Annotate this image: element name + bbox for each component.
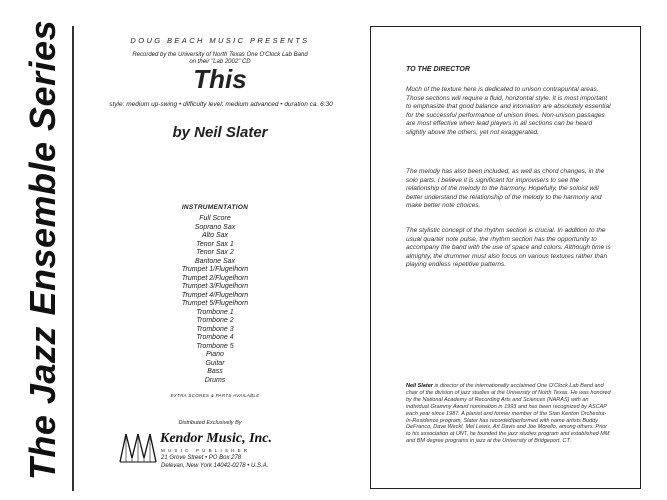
director-paragraph-2: The melody has also been included, as well as chord changes, in the solo parts. I believe it is significant for improvisers to see the relationship of the melody to the harmony. Hopefully, the soloist will better understand the relationship of the melody to the harmony and make better note choices. <box>406 168 605 210</box>
instrument-item: Guitar <box>205 359 225 367</box>
kendor-logo-icon <box>118 428 158 468</box>
instrument-item: Baritone Sax <box>194 257 236 265</box>
instrument-item: Tenor Sax 1 <box>196 240 234 248</box>
instrument-item: Full Score <box>199 215 231 222</box>
recording-credit-line1: Recorded by the University of North Texas One O'Clock Lab Band <box>132 52 308 58</box>
instrument-item: Alto Sax <box>201 232 229 239</box>
instrument-item: Trombone 1 <box>196 308 234 316</box>
series-spine <box>18 0 68 500</box>
composer-bio <box>406 383 611 445</box>
director-paragraph-3: The stylistic concept of the rhythm section is crucial. In addition to the usual quarter note pulse, the rhythm section has the opportunity to accompany the band with the use of space and colors. Although time is almighty, the drummer must also focus on various textures rather than playing endless repetitive patterns. <box>406 227 611 269</box>
piece-title: This <box>193 64 247 94</box>
instrument-item: Trumpet 1/Flugelhorn <box>181 266 249 273</box>
director-heading: TO THE DIRECTOR <box>406 66 470 73</box>
address-line2: Delevan, New York 14042-0278 • U.S.A. <box>161 462 269 469</box>
kendor-name: Kendor Music, Inc. <box>160 431 273 446</box>
distributed-by: Distributed Exclusively By <box>178 420 242 426</box>
instrument-item: Trumpet 4/Flugelhorn <box>181 291 249 299</box>
instrument-item: Tenor Sax 2 <box>196 249 234 256</box>
instrumentation-heading: INSTRUMENTATION <box>181 204 249 211</box>
publisher-line: DOUG BEACH MUSIC PRESENTS <box>130 36 310 45</box>
instrument-item: Soprano Sax <box>194 223 236 231</box>
bio-name: Neil Slater <box>406 383 433 389</box>
composer-credit: by Neil Slater <box>172 124 268 141</box>
recording-credit-line2: on their "Lab 2002" CD <box>189 59 251 65</box>
instrument-item: Trombone 5 <box>196 342 234 350</box>
spine-divider <box>72 26 74 491</box>
instrument-item: Trombone 2 <box>196 317 234 324</box>
instrument-item: Trumpet 5/Flugelhorn <box>181 300 249 307</box>
instrument-item: Trombone 4 <box>196 334 234 341</box>
style-details: style: medium up-swing • difficulty level: medium advanced • duration ca. 6:30 <box>109 101 333 108</box>
series-title: The Jazz Ensemble Series <box>22 19 63 481</box>
address-line1: 21 Grove Street • PO Box 278 <box>161 455 242 461</box>
director-paragraph-1: Much of the texture here is dedicated to unison contrapuntal areas. Those sections will require a fluid, horizontal style. It is most important to emphasize that good balance and intonation are absolutely essential for the successful performance of unison lines. Non-unison passages are most effective when lead players in all sections can be heard slightly above the others, yet not exaggerated. <box>406 86 611 136</box>
instrumentation-list <box>90 215 340 385</box>
extra-parts-note: EXTRA SCORES & PARTS AVAILABLE <box>170 393 260 398</box>
instrument-item: Trombone 3 <box>196 325 234 333</box>
publisher-address <box>161 455 268 470</box>
instrument-item: Bass <box>207 368 223 375</box>
instrument-item: Piano <box>206 351 224 358</box>
instrument-item: Trumpet 3/Flugelhorn <box>181 283 249 290</box>
instrument-item: Trumpet 2/Flugelhorn <box>181 274 249 282</box>
instrument-item: Drums <box>204 376 226 384</box>
kendor-subtitle: MUSIC PUBLISHER <box>161 448 251 453</box>
bio-text: is director of the internationally acclaimed One O'Clock Lab Band and chair of the division of jazz studies at the University of North Texas. He was honored by the National Academy of Recording Arts and Sciences (NARAS) with an individual Grammy Award nomination in 1993 and has been recognized by ASCAP each year since 1987. A pianist and former member of the Stan Kenton Orchestra-In-Residence program, Slater has recorded/performed with name artists Buddy DeFranco, Dave Weckl, Mel Lewis, Art Davis and Joe Morello, among others. Prior to his association at UNT, he founded the jazz studies program and established MM and BM degree programs in jazz at the University of Bridgeport, CT. <box>406 383 611 445</box>
